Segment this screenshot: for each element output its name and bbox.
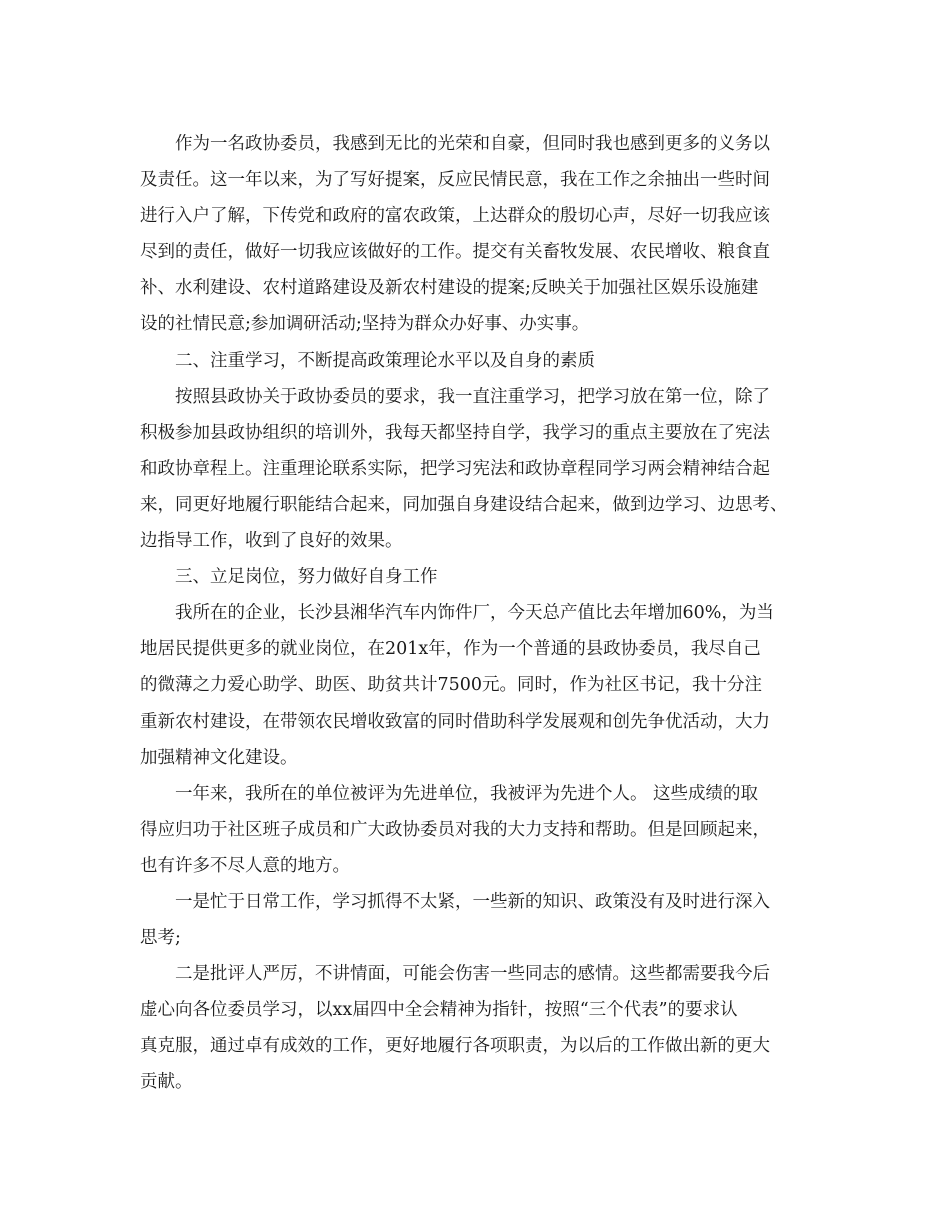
text-line: 也有许多不尽人意的地方。 — [140, 855, 350, 876]
text-line: 得应归功于社区班子成员和广大政协委员对我的大力支持和帮助。但是回顾起来， — [140, 819, 770, 840]
text-line: 积极参加县政协组织的培训外，我每天都坚持自学，我学习的重点主要放在了宪法 — [140, 422, 770, 443]
text-line: 设的社情民意;参加调研活动;坚持为群众办好事、办实事。 — [140, 314, 590, 335]
text-line: 贡献。 — [140, 1072, 193, 1093]
text-line: 一年来，我所在的单位被评为先进单位，我被评为先进个人。 这些成绩的取 — [175, 783, 759, 804]
text-line: 我所在的企业，长沙县湘华汽车内饰件厂，今天总产值比去年增加60%，为当 — [175, 603, 774, 624]
text-line: 的微薄之力爱心助学、助医、助贫共计7500元。同时，作为社区书记，我十分注 — [140, 675, 763, 696]
text-line: 及责任。这一年以来，为了写好提案，反应民情民意，我在工作之余抽出一些时间 — [140, 170, 770, 191]
text-line: 地居民提供更多的就业岗位，在201x年，作为一个普通的县政协委员，我尽自己 — [140, 639, 761, 660]
text-line: 补、水利建设、农村道路建设及新农村建设的提案;反映关于加强社区娱乐设施建 — [140, 278, 759, 299]
text-line: 来，同更好地履行职能结合起来，同加强自身建设结合起来，做到边学习、边思考、 — [140, 494, 788, 515]
text-line: 和政协章程上。注重理论联系实际，把学习宪法和政协章程同学习两会精神结合起 — [140, 458, 770, 479]
text-line: 作为一名政协委员，我感到无比的光荣和自豪，但同时我也感到更多的义务以 — [175, 134, 770, 154]
text-line: 二、注重学习，不断提高政策理论水平以及自身的素质 — [175, 350, 595, 371]
text-line: 进行入户了解，下传党和政府的富农政策，上达群众的殷切心声，尽好一切我应该 — [140, 206, 770, 227]
text-line: 尽到的责任，做好一切我应该做好的工作。提交有关畜牧发展、农民增收、粮食直 — [140, 242, 770, 263]
text-line: 虚心向各位委员学习，以xx届四中全会精神为指针，按照“三个代表”的要求认 — [140, 1000, 738, 1021]
text-line: 边指导工作，收到了良好的效果。 — [140, 531, 403, 552]
text-line: 一是忙于日常工作，学习抓得不太紧，一些新的知识、政策没有及时进行深入 — [175, 891, 770, 912]
text-line: 加强精神文化建设。 — [140, 747, 298, 768]
text-line: 重新农村建设，在带领农民增收致富的同时借助科学发展观和创先争优活动，大力 — [140, 711, 770, 732]
text-line: 二是批评人严厉，不讲情面，可能会伤害一些同志的感情。这些都需要我今后 — [175, 964, 770, 985]
text-line: 思考; — [140, 928, 181, 949]
text-line: 三、立足岗位，努力做好自身工作 — [175, 567, 438, 588]
text-line: 真克服，通过卓有成效的工作，更好地履行各项职责，为以后的工作做出新的更大 — [140, 1036, 770, 1057]
text-line: 按照县政协关于政协委员的要求，我一直注重学习，把学习放在第一位，除了 — [175, 386, 770, 407]
document-body — [140, 126, 830, 1101]
